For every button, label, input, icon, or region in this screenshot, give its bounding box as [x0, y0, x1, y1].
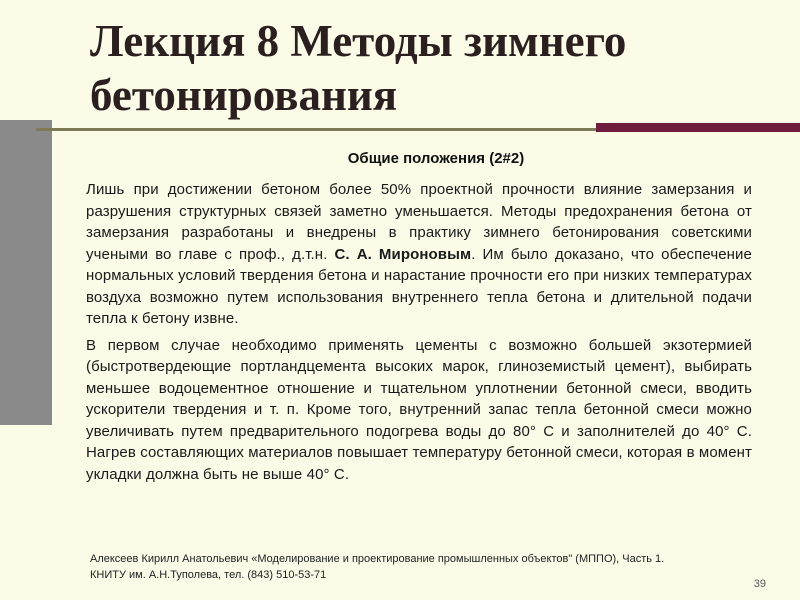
title-divider-accent: [596, 123, 800, 132]
paragraph-1-part1: Лишь при достижении бетоном более 50% проектной прочности влияние замерзания и разрушения структурных связей заметно уменьшается. Методы предохранения бетона от замерзания разработаны и внедрены в практику зимнего бетонирования советскими учеными во главе с проф., д.т.н.: [86, 181, 752, 263]
title-bold-line2: бетонирования: [90, 70, 398, 120]
paragraph-2: В первом случае необходимо применять цементы с возможно большей экзотермией (быстротвердеющие портландцемента высоких марок, глиноземистый цемент), выбирать меньшее водоцементное отношение и тщательном уплотнении бетонной смеси, вводить ускорители твердения и т. п. Кроме того, внутренний запас тепла бетонной смеси можно увеличивать путем предварительного подогрева воды до 80° С и заполнителей до 40° С. Нагрев составляющих материалов повышает температуру бетонной смеси, которая в момент укладки должна быть не выше 40° С.: [86, 336, 752, 483]
scientist-name: С. А. Мироновым: [334, 245, 472, 263]
title-bold-line1: Методы зимнего: [290, 16, 627, 66]
page-number: 39: [753, 578, 766, 590]
left-decor-bar: [0, 120, 52, 425]
slide-title: [90, 14, 780, 122]
title-prefix: Лекция 8: [90, 16, 291, 66]
footer-author-line: Алексеев Кирилл Анатольевич «Моделирование и проектирование промышленных объектов" (МППО), Часть 1.: [90, 553, 665, 565]
footer-contact-line: КНИТУ им. А.Н.Туполева, тел. (843) 510-53-71: [90, 569, 327, 581]
paragraph-1: [86, 179, 752, 330]
paragraph-1-part2: . Им было доказано, что обеспечение нормальных условий твердения бетона и нарастание прочности его при низких температурах воздуха возможно путем использования внутреннего тепла бетона и длительной подачи тепла к бетону извне.: [86, 245, 752, 327]
footer: [90, 551, 770, 583]
body-text: [86, 179, 752, 490]
section-title: Общие положения (2#2): [347, 150, 525, 167]
